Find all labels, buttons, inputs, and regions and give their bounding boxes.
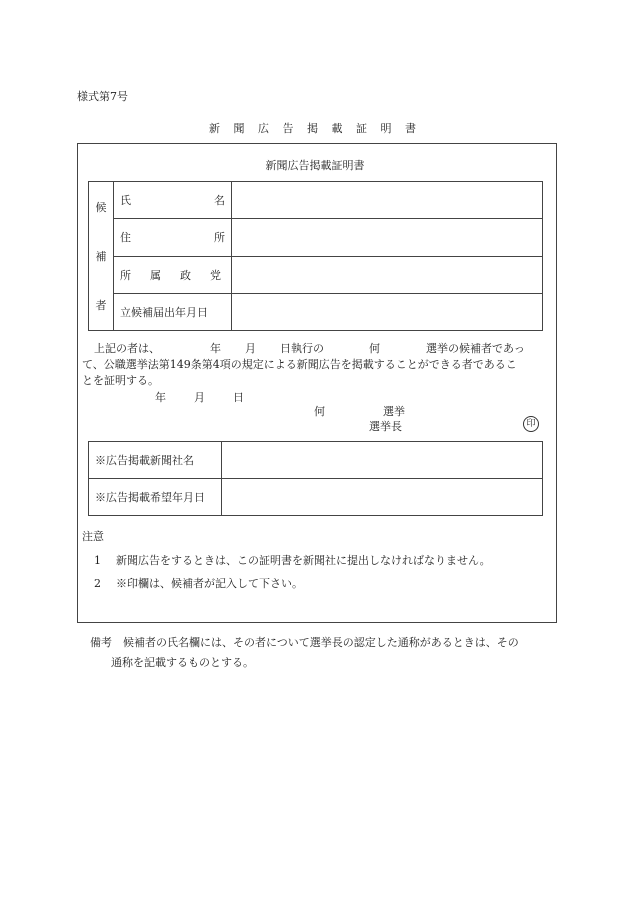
party-label	[114, 256, 232, 293]
newspaper-table	[88, 441, 543, 516]
cert-month: 月	[245, 342, 256, 355]
election-label: 選挙	[383, 405, 405, 418]
label-char: 所	[120, 268, 131, 282]
group-char: 候	[95, 200, 107, 214]
label-char: 名	[214, 194, 225, 208]
note-text: 新聞広告をするときは、この証明書を新聞社に提出しなければなりません。	[116, 554, 491, 567]
note-item	[94, 575, 303, 591]
address-label	[114, 219, 232, 256]
note-text: ※印欄は、候補者が記入して下さい。	[116, 577, 303, 590]
label-char: 所	[214, 231, 225, 245]
document-title: 新 聞 広 告 掲 載 証 明 書	[209, 122, 421, 135]
group-char: 補	[95, 249, 107, 263]
candidate-table	[88, 181, 543, 331]
filing-date-field[interactable]	[232, 293, 543, 330]
cert-date	[155, 389, 244, 405]
cert-text: 選挙の候補者であっ	[426, 342, 525, 355]
notes-heading: 注意	[82, 530, 104, 543]
seal-stamp: 印	[523, 416, 539, 432]
newspaper-name-field[interactable]	[222, 442, 543, 479]
remark-line: 備考 候補者の氏名欄には、その者について選挙長の認定した通称があるときは、その	[90, 636, 519, 649]
cert-day-text: 日執行の	[280, 342, 324, 355]
address-field[interactable]	[232, 219, 543, 256]
date-month: 月	[194, 391, 205, 404]
label-char: 住	[120, 231, 131, 245]
label-char: 党	[210, 268, 221, 282]
label-char: 氏	[120, 194, 131, 208]
desired-date-field[interactable]	[222, 479, 543, 516]
cert-text: 上記の者は、	[94, 342, 160, 355]
certification-text	[82, 341, 552, 389]
form-number: 様式第7号	[77, 90, 128, 103]
filing-date-label: 立候補届出年月日	[114, 293, 232, 330]
cert-year: 年	[210, 342, 221, 355]
chief-label: 選挙長	[369, 420, 402, 433]
desired-date-label: ※広告掲載希望年月日	[89, 479, 222, 516]
note-number: 2	[94, 577, 101, 590]
note-number: 1	[94, 554, 101, 567]
group-char: 者	[95, 299, 107, 313]
label-char: 属	[150, 268, 161, 282]
cert-election-name: 何	[369, 342, 380, 355]
label-char: 政	[180, 268, 191, 282]
party-field[interactable]	[232, 256, 543, 293]
name-label	[114, 182, 232, 219]
newspaper-name-label: ※広告掲載新聞社名	[89, 442, 222, 479]
date-year: 年	[155, 391, 166, 404]
cert-line3: とを証明する。	[82, 374, 159, 387]
election-name: 何	[314, 405, 325, 418]
certificate-title: 新聞広告掲載証明書	[265, 159, 365, 172]
date-day: 日	[233, 391, 244, 404]
candidate-group-label	[89, 182, 114, 331]
name-field[interactable]	[232, 182, 543, 219]
remark-line: 通称を記載するものとする。	[111, 656, 254, 669]
cert-line2: て、公職選挙法第149条第4項の規定による新聞広告を掲載することができる者であるこ	[82, 358, 517, 371]
note-item	[94, 552, 491, 568]
